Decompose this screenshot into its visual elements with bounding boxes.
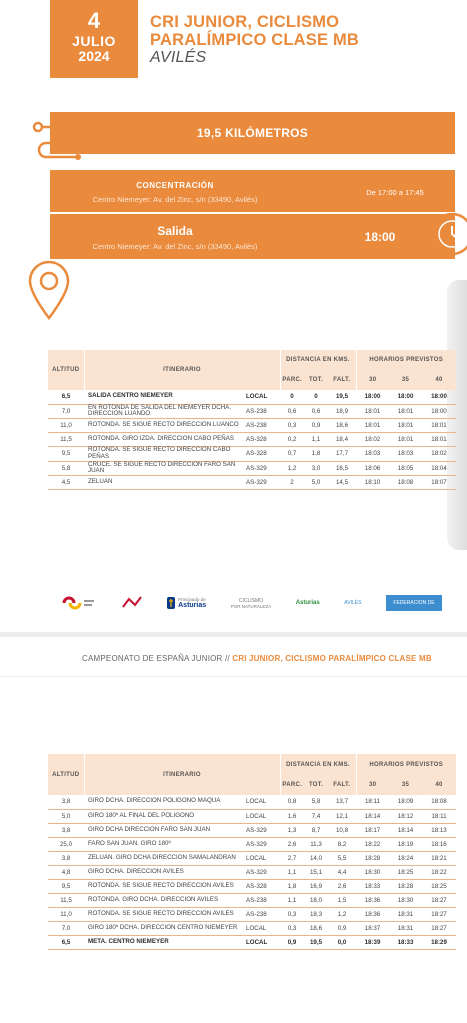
time-30-cell: 18:11 <box>356 795 389 809</box>
road-cell: AS-329 <box>244 865 280 879</box>
salida-address: Centro Niemeyer: Av. del Zinc, s/n (33490, Avilés) <box>92 242 258 251</box>
road-cell: AS-238 <box>244 907 280 921</box>
falt-cell: 10,8 <box>328 823 356 837</box>
header-40: 40 <box>422 775 456 795</box>
date-year: 2024 <box>78 48 110 64</box>
header-horarios: HORARIOS PREVISTOS <box>356 754 456 775</box>
road-cell: AS-329 <box>244 461 280 476</box>
tot-cell: 19,5 <box>304 935 328 949</box>
tot-cell: 5,0 <box>304 476 328 490</box>
itinerary-cell: EN ROTONDA DE SALIDA DEL NIEMEYER DCHA. DIRECCION LUANDO <box>84 404 244 419</box>
itinerary-cell: ROTONDA. GIRO DCHA. DIRECCION AVILES <box>84 893 244 907</box>
header-distancia: DISTANCIA EN KMS. <box>280 350 356 370</box>
parc-cell: 1,2 <box>280 461 304 476</box>
time-40-cell: 18:04 <box>422 461 456 476</box>
falt-cell: 1,2 <box>328 907 356 921</box>
parc-cell: 0,7 <box>280 447 304 462</box>
time-40-cell: 18:01 <box>422 433 456 447</box>
time-30-cell: 18:36 <box>356 907 389 921</box>
road-cell: AS-329 <box>244 837 280 851</box>
time-40-cell: 18:16 <box>422 837 456 851</box>
time-30-cell: 18:33 <box>356 879 389 893</box>
distance-bar <box>50 112 455 154</box>
tot-cell: 8,7 <box>304 823 328 837</box>
time-30-cell: 18:39 <box>356 935 389 949</box>
time-30-cell: 18:14 <box>356 809 389 823</box>
itinerary-table-1 <box>48 350 456 490</box>
time-35-cell: 18:33 <box>389 935 422 949</box>
road-cell: AS-328 <box>244 433 280 447</box>
time-40-cell: 18:29 <box>422 935 456 949</box>
time-40-cell: 18:11 <box>422 809 456 823</box>
road-cell: LOCAL <box>244 390 280 404</box>
falt-cell: 18,4 <box>328 433 356 447</box>
falt-cell: 0,0 <box>328 935 356 949</box>
altitude-cell: 11,5 <box>48 433 84 447</box>
time-35-cell: 18:25 <box>389 865 422 879</box>
tot-cell: 7,4 <box>304 809 328 823</box>
parc-cell: 1,1 <box>280 893 304 907</box>
time-35-cell: 18:31 <box>389 921 422 935</box>
altitude-cell: 11,0 <box>48 907 84 921</box>
title-line-1: CRI JUNIOR, CICLISMO <box>150 13 340 31</box>
table-row <box>48 907 456 921</box>
table-row <box>48 433 456 447</box>
header-30: 30 <box>356 775 389 795</box>
time-40-cell: 18:27 <box>422 893 456 907</box>
time-30-cell: 18:10 <box>356 476 389 490</box>
time-35-cell: 18:28 <box>389 879 422 893</box>
aviles-logo: AVILÉS <box>344 600 362 606</box>
header-35: 35 <box>389 370 422 390</box>
itinerary-cell: SALIDA CENTRO NIEMEYER <box>84 390 244 404</box>
header-40: 40 <box>422 370 456 390</box>
time-35-cell: 18:09 <box>389 795 422 809</box>
championship-footer <box>82 654 432 663</box>
time-35-cell: 18:01 <box>389 419 422 433</box>
concentracion-box <box>50 170 455 212</box>
road-cell: LOCAL <box>244 795 280 809</box>
falt-cell: 13,7 <box>328 795 356 809</box>
road-cell: AS-329 <box>244 823 280 837</box>
parc-cell: 2,7 <box>280 851 304 865</box>
road-cell: AS-328 <box>244 879 280 893</box>
table-row <box>48 879 456 893</box>
altitude-cell: 5,0 <box>48 809 84 823</box>
road-cell: AS-238 <box>244 404 280 419</box>
distance-label: 19,5 KILÓMETROS <box>196 126 309 140</box>
tot-cell: 14,0 <box>304 851 328 865</box>
date-day: 4 <box>87 8 101 33</box>
road-cell: AS-238 <box>244 419 280 433</box>
time-35-cell: 18:08 <box>389 476 422 490</box>
asturias-crest-icon <box>167 597 175 609</box>
road-cell: LOCAL <box>244 921 280 935</box>
header-altitud: ALTITUD <box>48 350 84 390</box>
road-cell: LOCAL <box>244 851 280 865</box>
time-35-cell: 18:14 <box>389 823 422 837</box>
falt-cell: 12,1 <box>328 809 356 823</box>
tot-cell: 16,9 <box>304 879 328 893</box>
road-cell: AS-238 <box>244 893 280 907</box>
time-35-cell: 18:19 <box>389 837 422 851</box>
falt-cell: 18,6 <box>328 419 356 433</box>
header-altitud: ALTITUD <box>48 754 84 795</box>
ciclismo-naturaleza-logo <box>231 598 271 609</box>
time-40-cell: 18:22 <box>422 865 456 879</box>
falt-cell: 0,9 <box>328 921 356 935</box>
falt-cell: 4,4 <box>328 865 356 879</box>
time-40-cell: 18:08 <box>422 795 456 809</box>
falt-cell: 8,2 <box>328 837 356 851</box>
parc-cell: 0,8 <box>280 795 304 809</box>
itinerary-cell: ZELUAN. GIRO DCHA DIRECCION SAMALANDRAN <box>84 851 244 865</box>
table-row <box>48 865 456 879</box>
itinerary-cell: META. CENTRO NIEMEYER <box>84 935 244 949</box>
falt-cell: 19,5 <box>328 390 356 404</box>
itinerary-cell: ROTONDA. SE SIGUE RECTO DIRECCION AVILES <box>84 879 244 893</box>
table-row <box>48 476 456 490</box>
falt-cell: 1,5 <box>328 893 356 907</box>
itinerary-cell: GIRO DCHA. DIRECCION AVILES <box>84 865 244 879</box>
road-cell: AS-328 <box>244 447 280 462</box>
tot-cell: 18,0 <box>304 893 328 907</box>
itinerary-cell: GIRO DCHA DIRECCION FARO SAN JUAN <box>84 823 244 837</box>
time-30-cell: 18:03 <box>356 447 389 462</box>
sponsor-logos <box>62 590 442 654</box>
parc-cell: 0,3 <box>280 419 304 433</box>
falt-cell: 2,6 <box>328 879 356 893</box>
time-35-cell: 18:05 <box>389 461 422 476</box>
parc-cell: 2 <box>280 476 304 490</box>
itinerary-cell: GIRO 180º DCHA. DIRECCION CENTRO NIEMEYER <box>84 921 244 935</box>
table-row <box>48 390 456 404</box>
parc-cell: 0,9 <box>280 935 304 949</box>
time-35-cell: 18:01 <box>389 433 422 447</box>
time-30-cell: 18:36 <box>356 893 389 907</box>
tot-cell: 18,6 <box>304 921 328 935</box>
asturias-green-logo: Asturias <box>295 600 320 606</box>
falt-cell: 17,7 <box>328 447 356 462</box>
time-40-cell: 18:27 <box>422 921 456 935</box>
ciclismo-logo-text: POR NATURALEZA <box>230 603 272 609</box>
time-30-cell: 18:28 <box>356 851 389 865</box>
time-40-cell: 18:01 <box>422 419 456 433</box>
altitude-cell: 7,0 <box>48 921 84 935</box>
time-35-cell: 18:03 <box>389 447 422 462</box>
falt-cell: 18,9 <box>328 404 356 419</box>
header-horarios: HORARIOS PREVISTOS <box>356 350 456 370</box>
itinerary-cell: ROTONDA. SE SIGUE RECTO DIRECCION LUANCO <box>84 419 244 433</box>
table-row <box>48 893 456 907</box>
time-35-cell: 18:24 <box>389 851 422 865</box>
table-row <box>48 851 456 865</box>
time-40-cell: 18:07 <box>422 476 456 490</box>
header-itinerario: ITINERARIO <box>84 754 280 795</box>
header-35: 35 <box>389 775 422 795</box>
altitude-cell: 9,5 <box>48 879 84 893</box>
concentracion-time: De 17:00 a 17:45 <box>366 188 424 197</box>
altitude-cell: 3,8 <box>48 823 84 837</box>
falt-cell: 5,5 <box>328 851 356 865</box>
ciclismo-logo-top: CICLISMO <box>238 597 263 604</box>
tot-cell: 5,8 <box>304 795 328 809</box>
table-row <box>48 809 456 823</box>
date-month: JULIO <box>72 33 116 49</box>
header-30: 30 <box>356 370 389 390</box>
header-itinerario: ITINERARIO <box>84 350 280 390</box>
altitude-cell: 9,5 <box>48 447 84 462</box>
tot-cell: 1,8 <box>304 447 328 462</box>
time-30-cell: 18:37 <box>356 921 389 935</box>
altitude-cell: 11,0 <box>48 419 84 433</box>
altitude-cell: 7,0 <box>48 404 84 419</box>
parc-cell: 0,3 <box>280 907 304 921</box>
header-parc: PARC. <box>280 775 304 795</box>
parc-cell: 0,6 <box>280 404 304 419</box>
time-40-cell: 18:02 <box>422 447 456 462</box>
tot-cell: 0,6 <box>304 404 328 419</box>
time-30-cell: 18:30 <box>356 865 389 879</box>
itinerary-cell: ZELUAN <box>84 476 244 490</box>
time-30-cell: 18:00 <box>356 390 389 404</box>
tot-cell: 18,3 <box>304 907 328 921</box>
time-40-cell: 18:27 <box>422 907 456 921</box>
parc-cell: 0,3 <box>280 921 304 935</box>
time-40-cell: 18:00 <box>422 390 456 404</box>
table-row <box>48 823 456 837</box>
time-40-cell: 18:25 <box>422 879 456 893</box>
tot-cell: 3,0 <box>304 461 328 476</box>
parc-cell: 1,1 <box>280 865 304 879</box>
time-40-cell: 18:13 <box>422 823 456 837</box>
location-pin-icon <box>24 258 74 322</box>
falt-cell: 14,5 <box>328 476 356 490</box>
title-city: AVILÉS <box>150 49 207 66</box>
header-tot: TOT. <box>304 370 328 390</box>
time-35-cell: 18:31 <box>389 907 422 921</box>
asturias-logo <box>167 597 206 609</box>
time-40-cell: 18:21 <box>422 851 456 865</box>
title-line-2: PARALÍMPICO CLASE MB <box>150 31 360 49</box>
time-30-cell: 18:02 <box>356 433 389 447</box>
itinerary-table-2 <box>48 754 456 950</box>
road-cell: LOCAL <box>244 935 280 949</box>
altitude-cell: 3,8 <box>48 795 84 809</box>
time-30-cell: 18:01 <box>356 419 389 433</box>
parc-cell: 2,6 <box>280 837 304 851</box>
altitude-cell: 6,5 <box>48 935 84 949</box>
parc-cell: 0 <box>280 390 304 404</box>
table-row <box>48 795 456 809</box>
header-distancia: DISTANCIA EN KMS. <box>280 754 356 775</box>
itinerary-cell: ROTONDA. GIRO IZDA. DIRECCION CABO PEÑAS <box>84 433 244 447</box>
tot-cell: 1,1 <box>304 433 328 447</box>
federacion-logo: FEDERACION DE CICLISMO DEL ASTURIAS <box>386 595 442 611</box>
table-row <box>48 447 456 462</box>
asturias-logo-top: Principado de <box>178 597 206 602</box>
concentracion-label: CONCENTRACIÓN <box>136 181 214 190</box>
table-row <box>48 461 456 476</box>
altitude-cell: 4,8 <box>48 865 84 879</box>
falt-cell: 16,5 <box>328 461 356 476</box>
table-row <box>48 921 456 935</box>
tot-cell: 0 <box>304 390 328 404</box>
section-divider <box>0 632 467 637</box>
tot-cell: 0,9 <box>304 419 328 433</box>
table-2-body <box>48 795 456 949</box>
page-title <box>150 13 460 67</box>
table-row <box>48 419 456 433</box>
header-falt: FALT. <box>328 370 356 390</box>
altitude-cell: 3,8 <box>48 851 84 865</box>
table-row <box>48 404 456 419</box>
time-30-cell: 18:17 <box>356 823 389 837</box>
time-35-cell: 18:01 <box>389 404 422 419</box>
time-30-cell: 18:06 <box>356 461 389 476</box>
itinerary-cell: GIRO DCHA. DIRECCION POLIGONO MAQUA <box>84 795 244 809</box>
itinerary-cell: ROTONDA. SE SIGUE RECTO DIRECCION AVILES <box>84 907 244 921</box>
itinerary-cell: ROTONDA. SE SIGUE RECTO DIRECCION CABO PEÑAS <box>84 447 244 462</box>
asturias-logo-text: Asturias <box>178 602 207 609</box>
time-35-cell: 18:30 <box>389 893 422 907</box>
parc-cell: 1,6 <box>280 809 304 823</box>
time-35-cell: 18:12 <box>389 809 422 823</box>
time-30-cell: 18:01 <box>356 404 389 419</box>
itinerary-cell: FARO SAN JUAN. GIRO 180º <box>84 837 244 851</box>
footer-divider <box>0 676 467 677</box>
table-row <box>48 935 456 949</box>
ciclismo-logo-icon <box>121 595 143 611</box>
tot-cell: 11,3 <box>304 837 328 851</box>
header-parc: PARC. <box>280 370 304 390</box>
tot-cell: 15,1 <box>304 865 328 879</box>
header-tot: TOT. <box>304 775 328 795</box>
altitude-cell: 11,5 <box>48 893 84 907</box>
concentracion-address: Centro Niemeyer: Av. del Zinc, s/n (33490, Avilés) <box>92 195 258 204</box>
itinerary-cell: GIRO 180º AL FINAL DEL POLIGONO <box>84 809 244 823</box>
parc-cell: 1,8 <box>280 879 304 893</box>
salida-box <box>50 214 455 259</box>
time-40-cell: 18:00 <box>422 404 456 419</box>
table-1-body <box>48 390 456 490</box>
parc-cell: 0,2 <box>280 433 304 447</box>
clock-icon <box>424 204 467 264</box>
road-cell: AS-329 <box>244 476 280 490</box>
salida-time: 18:00 <box>364 230 396 244</box>
altitude-cell: 4,5 <box>48 476 84 490</box>
itinerary-cell: CRUCE. SE SIGUE RECTO DIRECCION FARO SAN JUAN <box>84 461 244 476</box>
altitude-cell: 6,5 <box>48 390 84 404</box>
altitude-cell: 25,0 <box>48 837 84 851</box>
salida-label: Salida <box>157 224 193 238</box>
date-box <box>50 0 138 78</box>
time-30-cell: 18:22 <box>356 837 389 851</box>
footer-highlight: CRI JUNIOR, CICLISMO PARALÍMPICO CLASE MB <box>232 654 432 663</box>
road-cell: LOCAL <box>244 809 280 823</box>
altitude-cell: 5,8 <box>48 461 84 476</box>
table-row <box>48 837 456 851</box>
time-35-cell: 18:00 <box>389 390 422 404</box>
footer-prefix: CAMPEONATO DE ESPAÑA JUNIOR // <box>82 654 233 663</box>
rfec-logo-icon <box>62 596 96 610</box>
header-falt: FALT. <box>328 775 356 795</box>
parc-cell: 1,3 <box>280 823 304 837</box>
